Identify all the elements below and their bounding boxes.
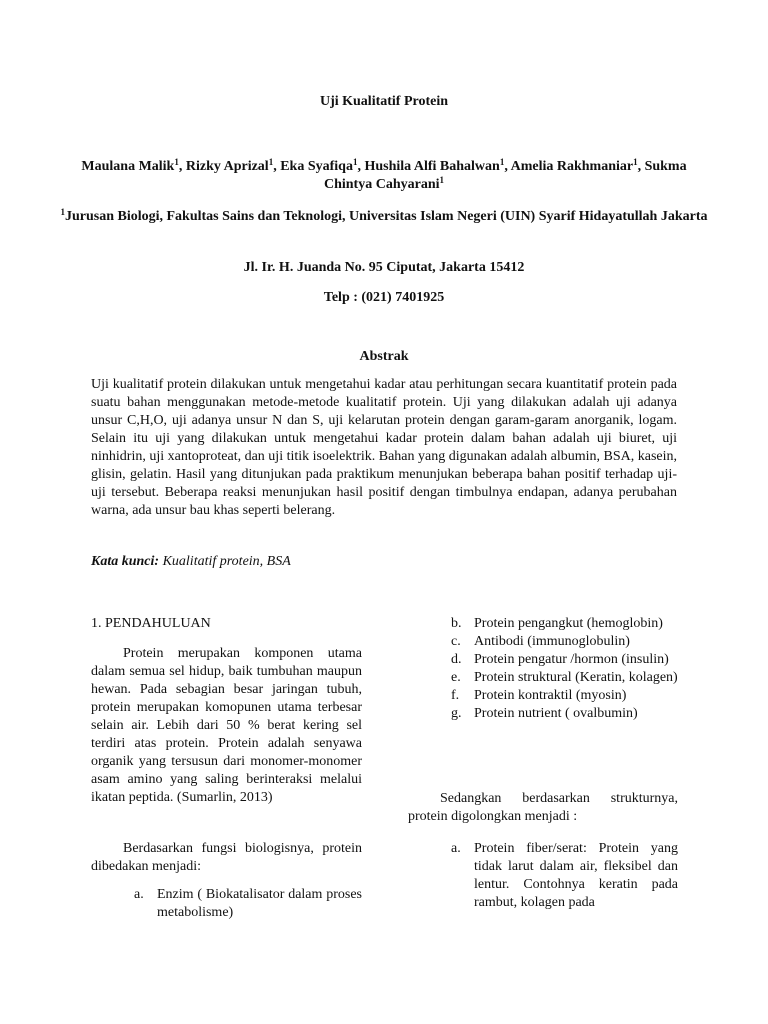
list-marker: d. <box>451 652 462 667</box>
list-item <box>451 840 678 912</box>
author-name: Sukma Chintya Cahyarani <box>323 159 687 192</box>
telephone: Telp : (021) 7401925 <box>323 290 445 305</box>
function-list-continued <box>451 615 678 723</box>
list-marker: c. <box>451 634 461 649</box>
list-item-text: Protein fiber/serat: Protein yang tidak larut dalam air, fleksibel dan lentur. Contohnya keratin pada rambut, kolagen pada <box>474 841 678 910</box>
author-separator: , <box>357 159 365 174</box>
section-heading: 1. PENDAHULUAN <box>91 616 211 631</box>
list-marker: a. <box>451 841 461 856</box>
list-item-text: Protein kontraktil (myosin) <box>474 688 627 703</box>
list-item-text: Protein pengangkut (hemoglobin) <box>474 616 663 631</box>
author-separator: , <box>178 159 186 174</box>
author-list <box>60 158 708 194</box>
list-marker: a. <box>134 887 144 902</box>
author-affiliation-mark: 1 <box>499 157 505 167</box>
list-item <box>451 651 678 669</box>
author-affiliation-mark: 1 <box>633 157 638 167</box>
author-affiliation-mark: 1 <box>174 157 179 167</box>
affiliation-text: Jurusan Biologi, Fakultas Sains dan Teknologi, Universitas Islam Negeri (UIN) Syarif Hidayatullah Jakarta <box>64 209 708 224</box>
list-item <box>451 687 678 705</box>
list-item-text: Antibodi (immunoglobulin) <box>474 634 630 649</box>
abstract-heading: Abstrak <box>359 349 409 364</box>
author-separator: , <box>273 159 281 174</box>
author-name: Hushila Alfi Bahalwan <box>364 159 500 174</box>
list-item <box>451 633 678 651</box>
author-name: Maulana Malik <box>81 159 175 174</box>
keywords-text: Kualitatif protein, BSA <box>159 554 291 569</box>
list-item <box>451 705 678 723</box>
abstract-text: Uji kualitatif protein dilakukan untuk mengetahui kadar atau perhitungan secara kuantitatif protein pada suatu bahan menggunakan metode-metode kualitatif protein. Uji yang dilakukan adalah uji adanya unsur C,H,O, uji adanya unsur N dan S, uji kelarutan protein dengan garam-garam anorganik, logam. Selain itu uji yang dilakukan untuk mengetahui kadar protein dalam bahan adalah uji biuret, uji ninhidrin, uji xantoproteat, dan uji titik isoelektrik. Bahan yang digunakan adalah albumin, BSA, kasein, glisin, gelatin. Hasil yang ditunjukan pada praktikum menunjukan beberapa bahan positif terhadap uji-uji tersebut. Beberapa reaksi menunjukan hasil positif dengan timbulnya endapan, adanya perubahan warna, ada unsur bau khas seperti belerang. <box>91 377 677 518</box>
keywords <box>91 553 291 571</box>
list-marker: f. <box>451 688 460 703</box>
author-name: Amelia Rakhmaniar <box>510 159 634 174</box>
affiliation <box>60 208 708 226</box>
list-item-text: Enzim ( Biokatalisator dalam proses metabolisme) <box>157 887 362 920</box>
author-affiliation-mark: 1 <box>439 175 445 185</box>
list-item-text: Protein struktural (Keratin, kolagen) <box>474 670 678 685</box>
list-marker: g. <box>451 706 462 721</box>
author-name: Rizky Aprizal <box>185 159 269 174</box>
function-list <box>134 886 362 922</box>
author-affiliation-mark: 1 <box>352 157 358 167</box>
function-intro-paragraph: Berdasarkan fungsi biologisnya, protein dibedakan menjadi: <box>91 841 362 874</box>
paper-title: Uji Kualitatif Protein <box>319 94 449 109</box>
affiliation-mark: 1 <box>60 207 65 217</box>
structure-intro-paragraph: Sedangkan berdasarkan strukturnya, protein digolongkan menjadi : <box>408 791 678 824</box>
list-marker: e. <box>451 670 461 685</box>
list-item <box>134 886 362 922</box>
address: Jl. Ir. H. Juanda No. 95 Ciputat, Jakarta 15412 <box>243 260 525 275</box>
list-item-text: Protein pengatur /hormon (insulin) <box>474 652 669 667</box>
list-marker: b. <box>451 616 462 631</box>
keywords-label: Kata kunci: <box>91 554 160 569</box>
list-item <box>451 669 678 687</box>
author-separator: , <box>637 159 645 174</box>
author-name: Eka Syafiqa <box>280 159 353 174</box>
list-item-text: Protein nutrient ( ovalbumin) <box>474 706 638 721</box>
introduction-paragraph: Protein merupakan komponen utama dalam semua sel hidup, baik tumbuhan maupun hewan. Pada sebagian besar jaringan tubuh, protein merupakan komopunen utama terbesar selain air. Lebih dari 50 % berat kering sel terdiri atas protein. Protein adalah senyawa organik yang tersusun dari monomer-monomer asam amino yang saling berinteraksi melalui ikatan peptida. (Sumarlin, 2013) <box>91 646 362 805</box>
list-item <box>451 615 678 633</box>
author-separator: , <box>504 159 511 174</box>
structure-list <box>451 840 678 912</box>
author-affiliation-mark: 1 <box>268 157 274 167</box>
